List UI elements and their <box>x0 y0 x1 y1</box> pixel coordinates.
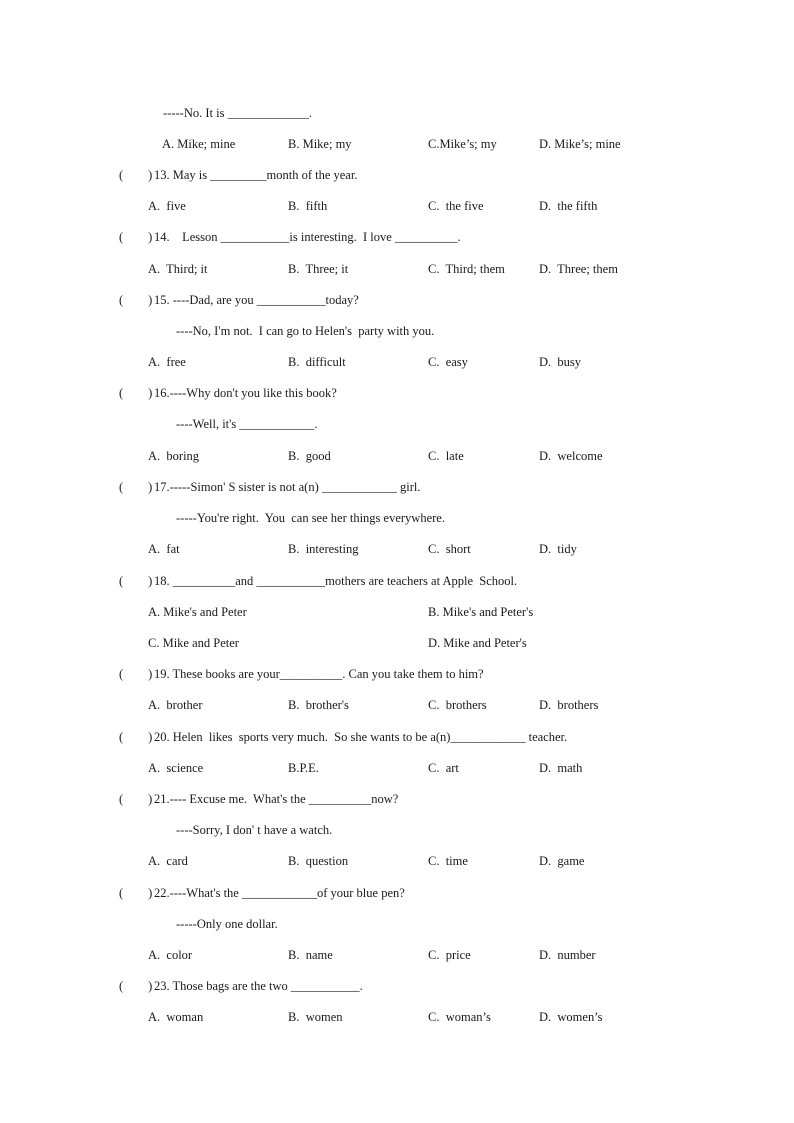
option-d: D. Three; them <box>539 262 618 276</box>
options-row <box>0 446 794 466</box>
option-d: D. tidy <box>539 542 577 556</box>
question-stem: 16.----Why don't you like this book? <box>154 386 337 400</box>
question-17 <box>0 477 794 497</box>
options-row <box>0 758 794 778</box>
option-d: D. busy <box>539 355 582 369</box>
dialogue-line <box>0 321 794 341</box>
dialogue-reply: ----Sorry, I don' t have a watch. <box>176 823 333 837</box>
option-c: C. brothers <box>428 698 487 712</box>
option-a: A. woman <box>148 1010 204 1024</box>
answer-blank: ( ) <box>119 480 153 494</box>
dialogue-line <box>0 508 794 528</box>
dialogue-reply: ----No, I'm not. I can go to Helen's party with you. <box>176 324 435 338</box>
options-row <box>0 134 794 154</box>
question-14 <box>0 227 794 247</box>
option-b: B. Three; it <box>288 262 349 276</box>
options-row <box>0 352 794 372</box>
question-20 <box>0 727 794 747</box>
answer-blank: ( ) <box>119 168 153 182</box>
answer-blank: ( ) <box>119 667 153 681</box>
dialogue-reply: -----You're right. You can see her things everywhere. <box>176 511 445 525</box>
option-a: A. card <box>148 854 188 868</box>
option-a: A. Mike's and Peter <box>148 605 247 619</box>
option-c: C. Third; them <box>428 262 505 276</box>
option-b: B. good <box>288 449 331 463</box>
dialogue-reply: ----Well, it's ____________. <box>176 417 318 431</box>
dialogue-line <box>0 414 794 434</box>
options-row <box>0 945 794 965</box>
option-c: C. short <box>428 542 471 556</box>
option-c: C. Mike and Peter <box>148 636 239 650</box>
option-b: B. Mike's and Peter's <box>428 605 534 619</box>
dialogue-line <box>0 820 794 840</box>
option-d: D. women’s <box>539 1010 603 1024</box>
option-c: C. the five <box>428 199 484 213</box>
options-row <box>0 633 794 653</box>
option-c: C.Mike’s; my <box>428 137 497 151</box>
option-b: B. brother's <box>288 698 349 712</box>
options-row <box>0 539 794 559</box>
question-stem: 15. ----Dad, are you ___________today? <box>154 293 359 307</box>
options-row <box>0 602 794 622</box>
options-row <box>0 695 794 715</box>
question-stem: 18. __________and ___________mothers are teachers at Apple School. <box>154 574 518 588</box>
option-c: C. woman’s <box>428 1010 491 1024</box>
question-16 <box>0 383 794 403</box>
answer-blank: ( ) <box>119 792 153 806</box>
question-23 <box>0 976 794 996</box>
option-d: D. welcome <box>539 449 603 463</box>
option-b: B. fifth <box>288 199 328 213</box>
option-d: D. math <box>539 761 583 775</box>
question-15 <box>0 290 794 310</box>
option-a: A. boring <box>148 449 200 463</box>
option-d: D. Mike and Peter's <box>428 636 527 650</box>
answer-line <box>0 103 794 123</box>
question-13 <box>0 165 794 185</box>
option-b: B. difficult <box>288 355 346 369</box>
question-stem: 23. Those bags are the two ___________. <box>154 979 363 993</box>
question-stem: 22.----What's the ____________of your blue pen? <box>154 886 405 900</box>
question-18 <box>0 571 794 591</box>
question-stem: 13. May is _________month of the year. <box>154 168 358 182</box>
dialogue-reply: -----No. It is _____________. <box>163 106 312 120</box>
option-a: A. color <box>148 948 193 962</box>
option-d: D. the fifth <box>539 199 598 213</box>
option-a: A. Third; it <box>148 262 208 276</box>
option-b: B. question <box>288 854 349 868</box>
answer-blank: ( ) <box>119 230 153 244</box>
question-stem: 20. Helen likes sports very much. So she wants to be a(n)____________ teacher. <box>154 730 568 744</box>
dialogue-reply: -----Only one dollar. <box>176 917 278 931</box>
answer-blank: ( ) <box>119 293 153 307</box>
question-stem: 19. These books are your__________. Can you take them to him? <box>154 667 484 681</box>
question-22 <box>0 883 794 903</box>
question-stem: 14. Lesson ___________is interesting. I love __________. <box>154 230 461 244</box>
option-b: B.P.E. <box>288 761 319 775</box>
answer-blank: ( ) <box>119 979 153 993</box>
option-a: A. five <box>148 199 186 213</box>
options-row <box>0 259 794 279</box>
option-c: C. art <box>428 761 459 775</box>
option-b: B. Mike; my <box>288 137 352 151</box>
option-a: A. free <box>148 355 186 369</box>
answer-blank: ( ) <box>119 886 153 900</box>
option-a: A. Mike; mine <box>162 137 236 151</box>
options-row <box>0 851 794 871</box>
option-a: A. fat <box>148 542 180 556</box>
option-d: D. Mike’s; mine <box>539 137 621 151</box>
question-stem: 17.-----Simon' S sister is not a(n) ____________ girl. <box>154 480 421 494</box>
dialogue-line <box>0 914 794 934</box>
option-b: B. name <box>288 948 333 962</box>
option-c: C. time <box>428 854 468 868</box>
option-d: D. brothers <box>539 698 599 712</box>
option-a: A. brother <box>148 698 203 712</box>
answer-blank: ( ) <box>119 730 153 744</box>
option-d: D. game <box>539 854 585 868</box>
option-b: B. interesting <box>288 542 359 556</box>
option-c: C. easy <box>428 355 468 369</box>
options-row <box>0 1007 794 1027</box>
answer-blank: ( ) <box>119 386 153 400</box>
question-21 <box>0 789 794 809</box>
option-a: A. science <box>148 761 204 775</box>
option-b: B. women <box>288 1010 343 1024</box>
answer-blank: ( ) <box>119 574 153 588</box>
question-19 <box>0 664 794 684</box>
option-c: C. price <box>428 948 471 962</box>
options-row <box>0 196 794 216</box>
option-d: D. number <box>539 948 596 962</box>
option-c: C. late <box>428 449 464 463</box>
question-stem: 21.---- Excuse me. What's the __________now? <box>154 792 399 806</box>
